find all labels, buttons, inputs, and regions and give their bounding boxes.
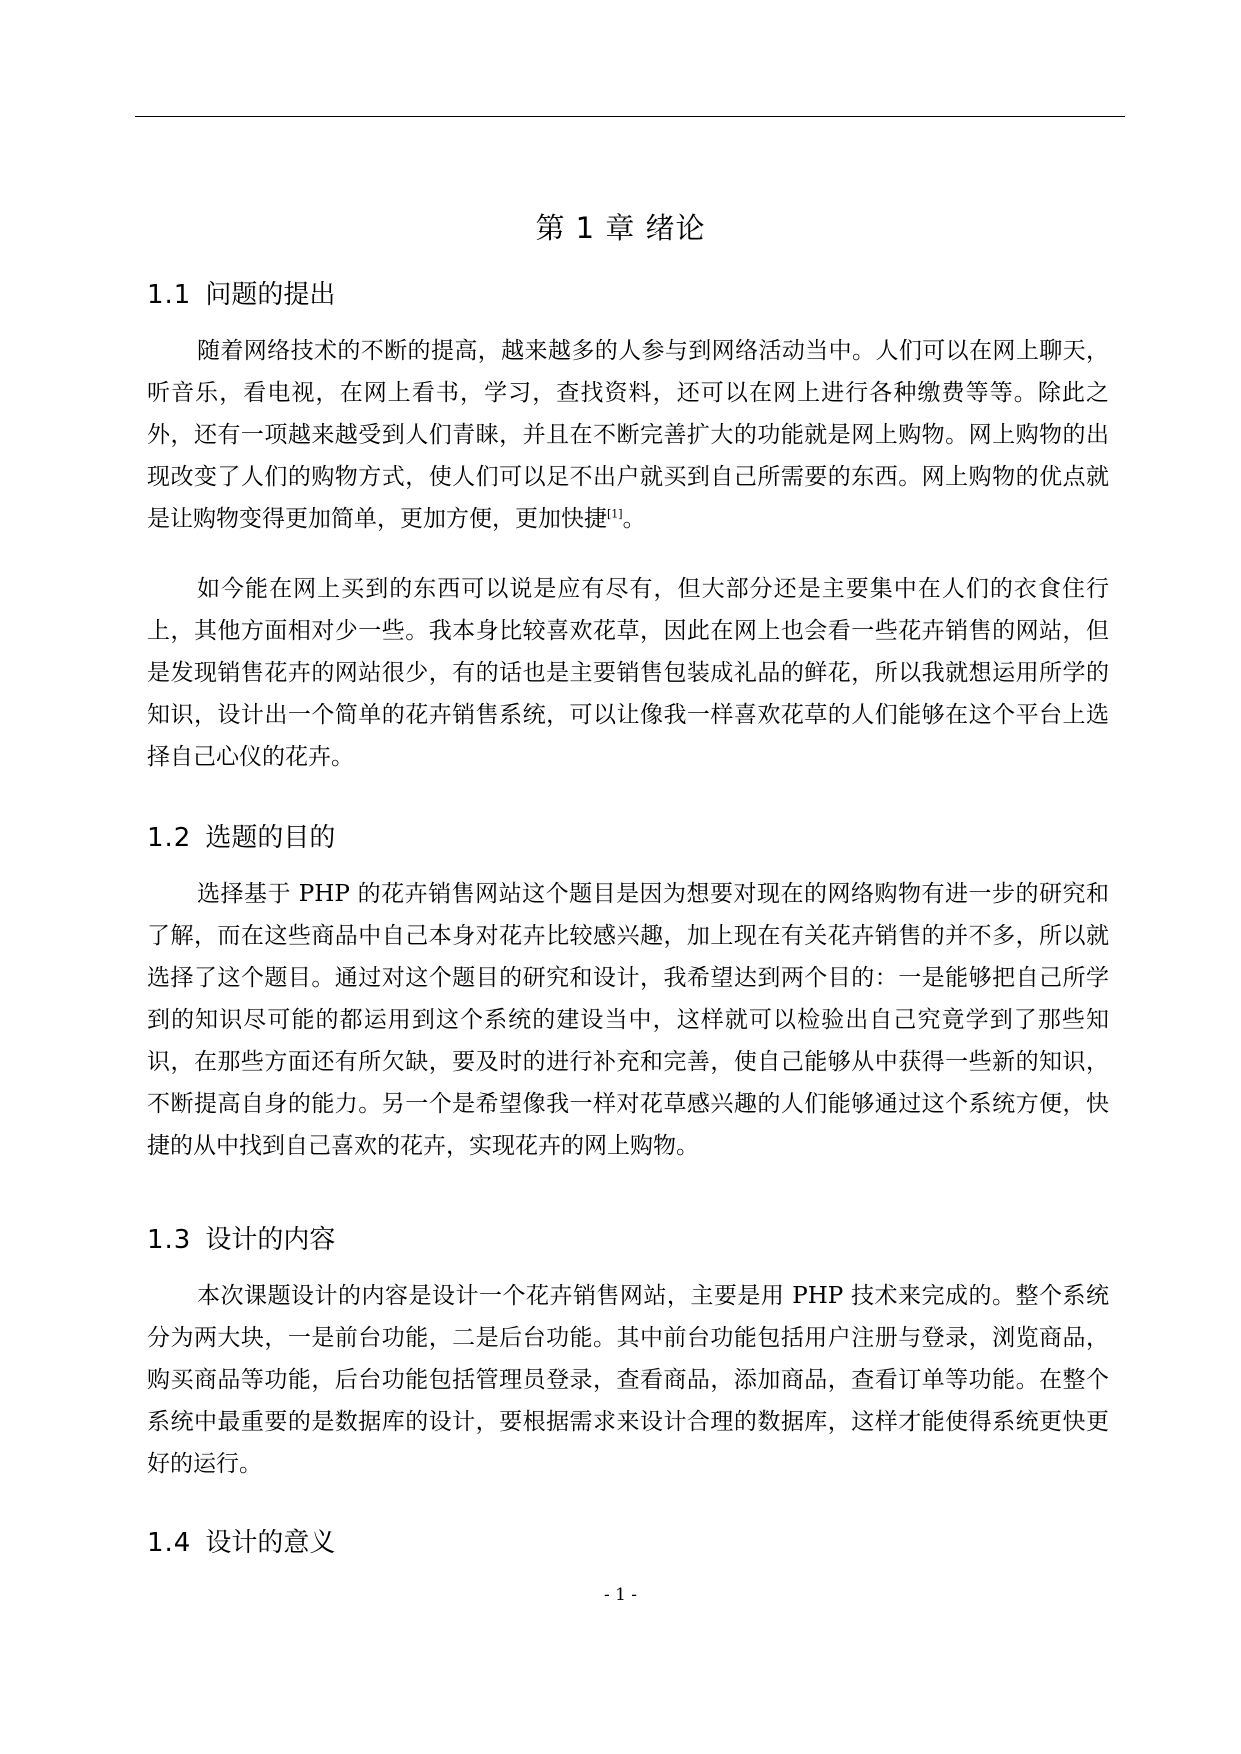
- section-number: 1.3: [147, 1225, 192, 1255]
- header-rule: [135, 116, 1125, 117]
- section-title: 设计的意义: [205, 1528, 336, 1558]
- paragraph-text: 随着网络技术的不断的提高，越来越多的人参与到网络活动当中。人们可以在网上聊天，听音乐，看电视，在网上看书，学习，查找资料，还可以在网上进行各种缴费等等。除此之外，还有一项越来越受到人们青睐，并且在不断完善扩大的功能就是网上购物。网上购物的出现改变了人们的购物方式，使人们可以足不出户就买到自己所需要的东西。网上购物的优点就是让购物变得更加简单，更加方便，更加快捷: [147, 338, 1109, 532]
- chapter-title: 第 1 章 绪论: [535, 211, 706, 245]
- paragraph-tail: 。: [622, 506, 646, 532]
- section-number: 1.2: [147, 823, 192, 853]
- section-heading-1-2: [147, 818, 335, 858]
- citation-reference: [1]: [607, 507, 623, 521]
- page-number: - 1 -: [603, 1585, 638, 1605]
- section-heading-1-3: [147, 1220, 335, 1260]
- section-title: 问题的提出: [205, 280, 336, 310]
- paragraph-1-1-2: 如今能在网上买到的东西可以说是应有尽有，但大部分还是主要集中在人们的衣食住行上，其他方面相对少一些。我本身比较喜欢花草，因此在网上也会看一些花卉销售的网站，但是发现销售花卉的网站很少，有的话也是主要销售包装成礼品的鲜花，所以我就想运用所学的知识，设计出一个简单的花卉销售系统，可以让像我一样喜欢花草的人们能够在这个平台上选择自己心仪的花卉。: [147, 576, 1109, 770]
- section-heading-1-4: [147, 1523, 335, 1563]
- paragraph-1-3-1: 本次课题设计的内容是设计一个花卉销售网站，主要是用 PHP 技术来完成的。整个系统分为两大块，一是前台功能，二是后台功能。其中前台功能包括用户注册与登录，浏览商品，购买商品等功能，后台功能包括管理员登录，查看商品，添加商品，查看订单等功能。在整个系统中最重要的是数据库的设计，要根据需求来设计合理的数据库，这样才能使得系统更快更好的运行。: [147, 1283, 1109, 1477]
- section-heading-1-1: [147, 275, 335, 315]
- paragraph-1-2-1: 选择基于 PHP 的花卉销售网站这个题目是因为想要对现在的网络购物有进一步的研究和了解，而在这些商品中自己本身对花卉比较感兴趣，加上现在有关花卉销售的并不多，所以就选择了这个题目。通过对这个题目的研究和设计，我希望达到两个目的：一是能够把自己所学到的知识尽可能的都运用到这个系统的建设当中，这样就可以检验出自己究竟学到了那些知识，在那些方面还有所欠缺，要及时的进行补充和完善，使自己能够从中获得一些新的知识，不断提高自身的能力。另一个是希望像我一样对花草感兴趣的人们能够通过这个系统方便，快捷的从中找到自己喜欢的花卉，实现花卉的网上购物。: [147, 881, 1109, 1159]
- paragraph-1-1-1: [147, 330, 1109, 540]
- section-number: 1.1: [147, 280, 192, 310]
- section-number: 1.4: [147, 1528, 192, 1558]
- section-title: 设计的内容: [205, 1225, 336, 1255]
- section-title: 选题的目的: [205, 823, 336, 853]
